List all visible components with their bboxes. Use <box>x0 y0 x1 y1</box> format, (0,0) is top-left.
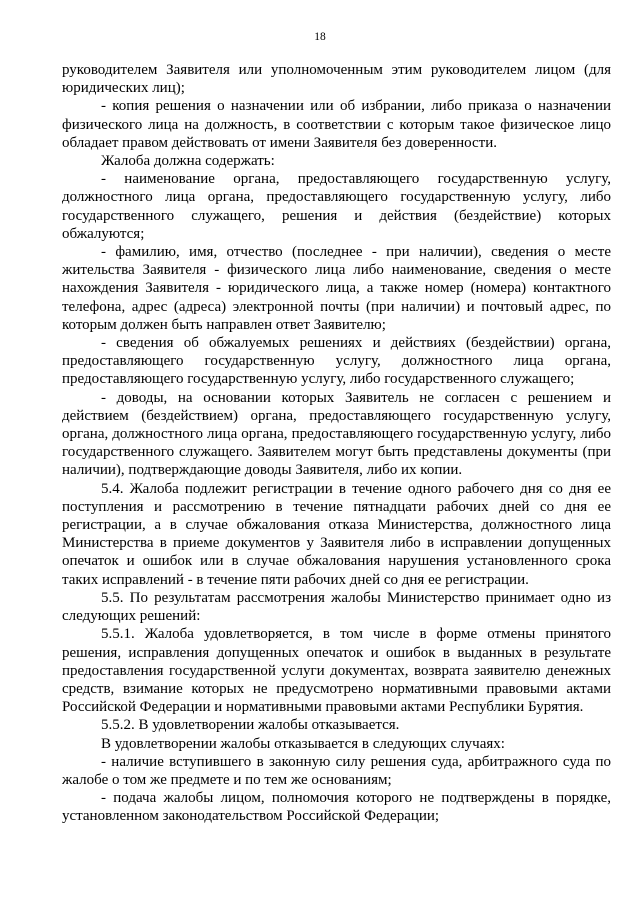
paragraph: - подача жалобы лицом, полномочия которого не подтверждены в порядке, установленном законодательством Российской Федерации; <box>62 790 611 825</box>
paragraph: 5.5.2. В удовлетворении жалобы отказывается. <box>101 717 400 734</box>
paragraph: - доводы, на основании которых Заявитель не согласен с решением и действием (бездействием) органа, предоставляющего государственную услугу, органа, должностного лица органа, предоставляющего государственную услугу, либо государственного служащего. Заявителем могут быть представлены документы (при наличии), подтверждающие доводы Заявителя, либо их копии. <box>62 389 611 479</box>
paragraph: 5.5. По результатам рассмотрения жалобы Министерство принимает одно из следующих решений: <box>62 589 611 625</box>
page-number: 18 <box>314 31 326 43</box>
document-body <box>62 61 611 826</box>
paragraph: В удовлетворении жалобы отказывается в следующих случаях: <box>101 735 505 752</box>
paragraph: - наименование органа, предоставляющего государственную услугу, должностного лица органа, предоставляющего государственную услугу, либо государственного служащего, решения и действия (бездействие) которых обжалуются; <box>62 171 611 242</box>
paragraph: - копия решения о назначении или об избрании, либо приказа о назначении физического лица на должность, в соответствии с которым такое физическое лицо обладает правом действовать от имени Заявителя без доверенности. <box>62 98 611 151</box>
paragraph: - наличие вступившего в законную силу решения суда, арбитражного суда по жалобе о том же предмете и по тем же основаниям; <box>62 753 611 788</box>
paragraph: 5.4. Жалоба подлежит регистрации в течение одного рабочего дня со дня ее поступления и рассмотрению в течение пятнадцати рабочих дней со дня ее регистрации, а в случае обжалования отказа Министерства, должностного лица Министерства в приеме документов у Заявителя либо в исправлении допущенных опечаток и ошибок или в случае обжалования нарушения установленного срока таких исправлений - в течение пяти рабочих дней со дня ее регистрации. <box>62 480 611 588</box>
paragraph: 5.5.1. Жалоба удовлетворяется, в том числе в форме отмены принятого решения, исправления допущенных опечаток и ошибок в выданных в результате предоставления государственной услуги документах, возврата заявителю денежных средств, взимание которых не предусмотрено нормативными правовыми актами Российской Федерации и нормативными правовыми актами Республики Бурятия. <box>62 626 611 716</box>
paragraph: - сведения об обжалуемых решениях и действиях (бездействии) органа, предоставляющего государственную услугу, должностного лица органа, предоставляющего государственную услугу, либо государственного служащего; <box>62 335 611 388</box>
paragraph: - фамилию, имя, отчество (последнее - при наличии), сведения о месте жительства Заявителя - физического лица либо наименование, сведения о месте нахождения Заявителя - юридического лица, а также номер (номера) контактного телефона, адрес (адреса) электронной почты (при наличии) и почтовый адрес, по которым должен быть направлен ответ Заявителю; <box>62 244 611 333</box>
paragraph: Жалоба должна содержать: <box>101 153 275 170</box>
paragraph: руководителем Заявителя или уполномоченным этим руководителем лицом (для юридических лиц); <box>62 62 611 97</box>
